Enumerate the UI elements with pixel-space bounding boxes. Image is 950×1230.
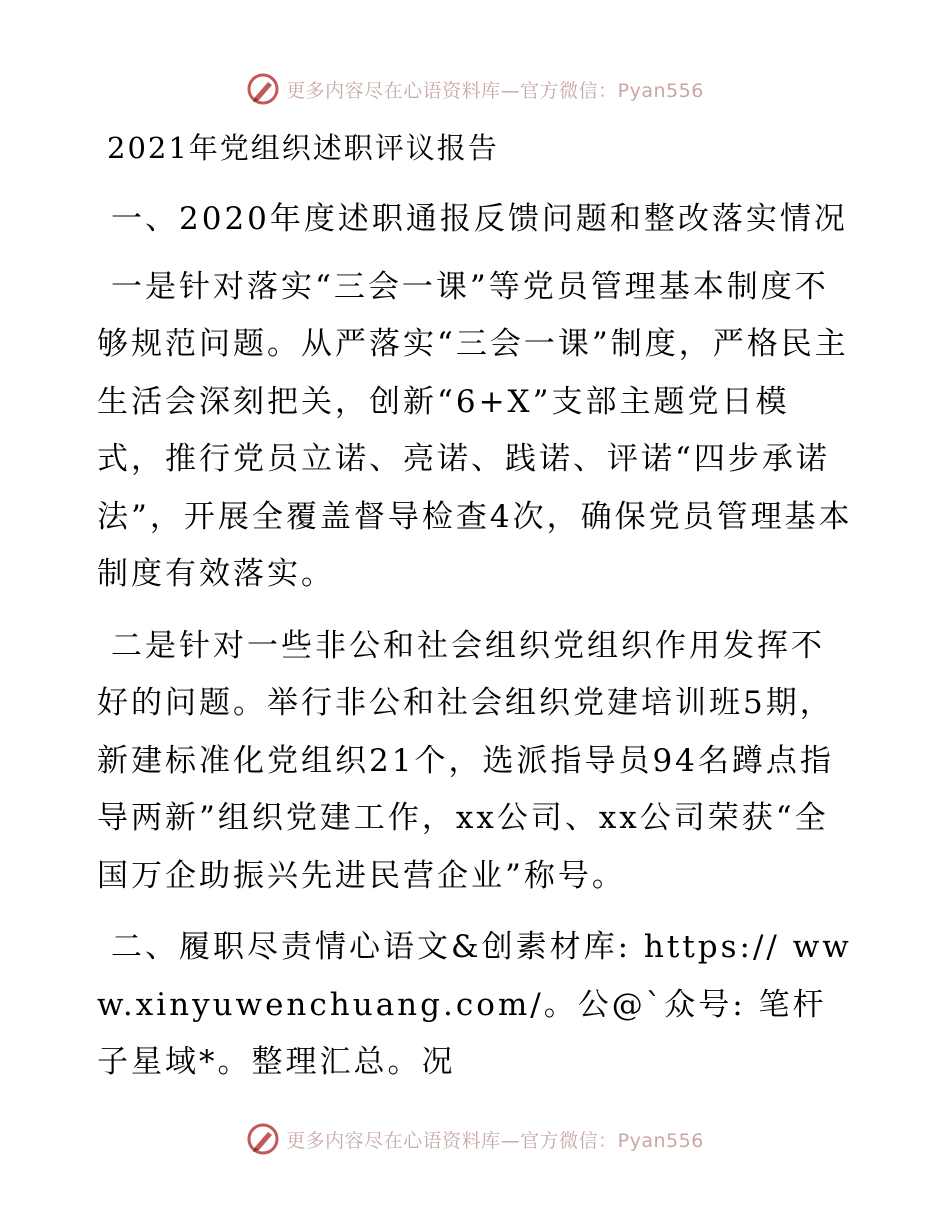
footer-watermark	[0, 1122, 950, 1156]
document-title: 2021年党组织述职评议报告	[107, 131, 499, 165]
watermark-text: 更多内容尽在心语资料库—官方微信：Pyan556	[286, 1129, 704, 1152]
paragraph-2: 二是针对一些非公和社会组织党组织作用发挥不好的问题。举行非公和社会组织党建培训班5期，新建标准化党组织21个，选派指导员94名蹲点指导两新”组织党建工作，xx公司、xx公司荣获“全国万企助振兴先进民营企业”称号。	[97, 627, 834, 894]
section-heading-1: 一、2020年度述职通报反馈问题和整改落实情况	[111, 201, 848, 237]
section-heading-2: 二、履职尽责情心语文&创素材库: https:// www.xinyuwenchuang.com/。公@`众号: 笔杆子星域*。整理汇总。况	[97, 929, 852, 1080]
paragraph-1: 一是针对落实“三会一课”等党员管理基本制度不够规范问题。从严落实“三会一课”制度，严格民主生活会深刻把关，创新“6+X”支部主题党日模式，推行党员立诺、亮诺、践诺、评诺“四步承诺法”，开展全覆盖督导检查4次，确保党员管理基本制度有效落实。	[97, 268, 853, 592]
pen-logo-icon	[246, 72, 280, 106]
watermark-text: 更多内容尽在心语资料库—官方微信：Pyan556	[286, 79, 704, 102]
pen-logo-icon	[246, 1122, 280, 1156]
header-watermark	[0, 72, 950, 106]
document-body	[97, 125, 857, 1106]
